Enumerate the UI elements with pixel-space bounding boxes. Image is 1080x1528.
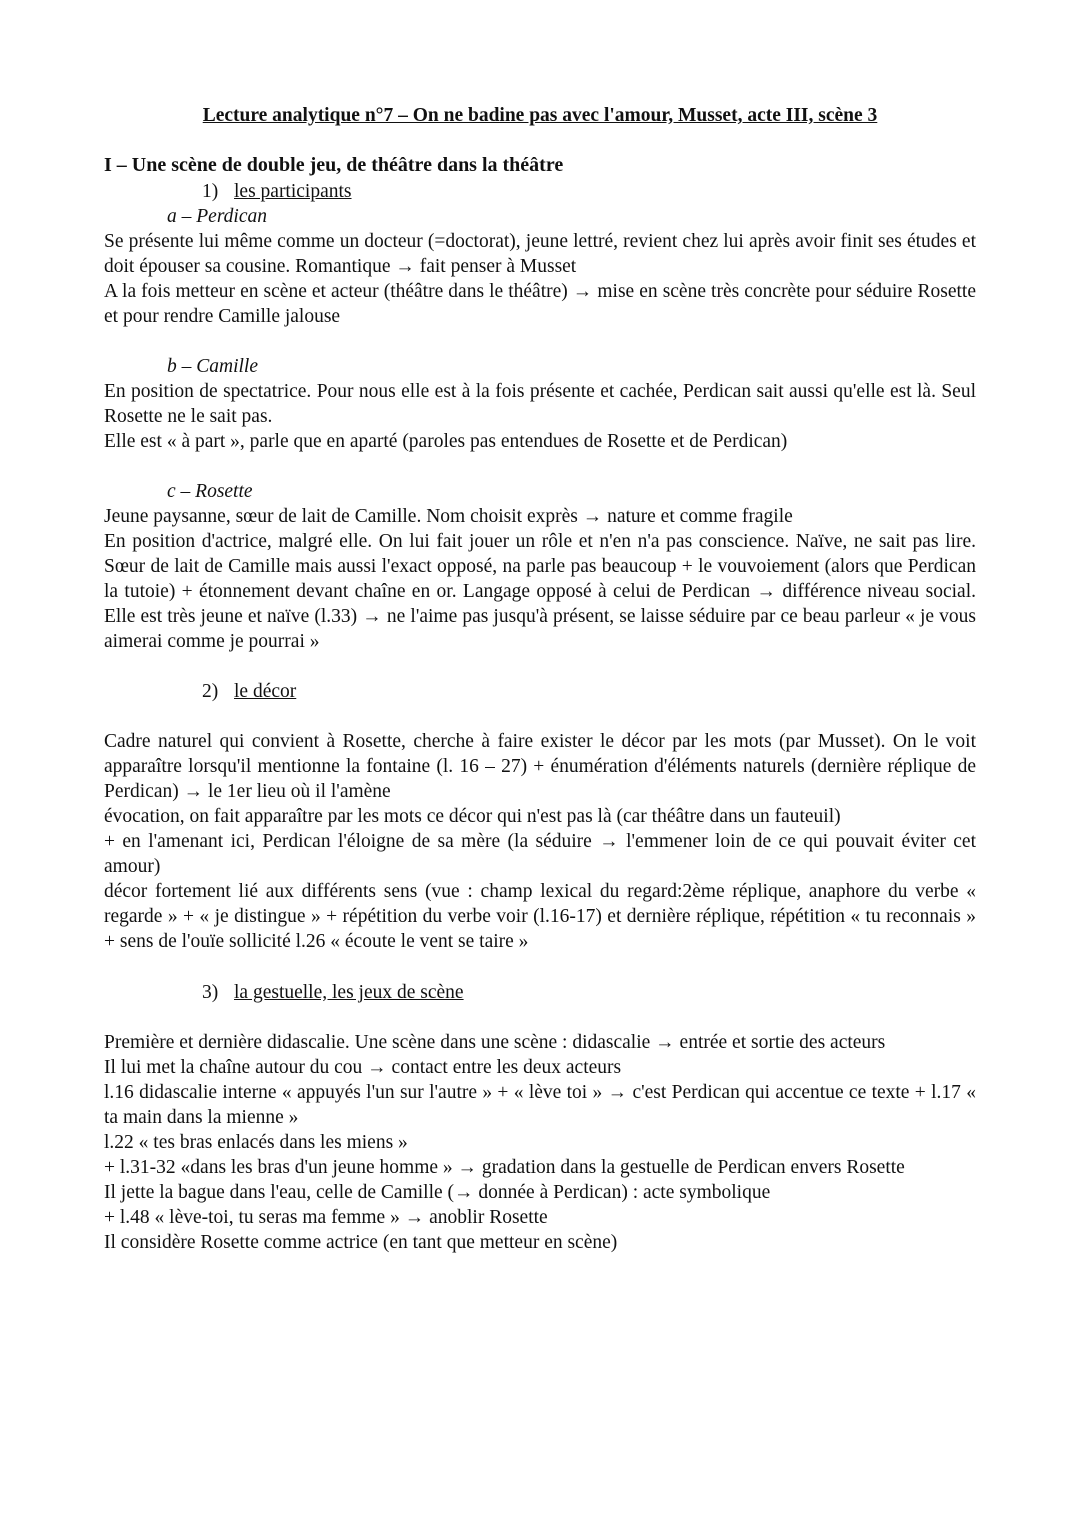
subheading-rosette: c – Rosette bbox=[167, 481, 253, 502]
text-line: l.16 didascalie interne « appuyés l'un sur l'autre » + « lève toi » → c'est Perdican qui accentue ce texte + l.17 « ta main dans la mienne » bbox=[104, 1082, 976, 1128]
text-line: Il jette la bague dans l'eau, celle de Camille (→ donnée à Perdican) : acte symbolique bbox=[104, 1182, 771, 1203]
text-line: + l.48 « lève-toi, tu seras ma femme » → anoblir Rosette bbox=[104, 1207, 548, 1228]
subheading-camille: b – Camille bbox=[167, 356, 258, 377]
section-heading-participants bbox=[202, 179, 352, 204]
text-line: + l.31-32 «dans les bras d'un jeune homme » → gradation dans la gestuelle de Perdican envers Rosette bbox=[104, 1157, 905, 1178]
paragraph-perdican bbox=[104, 229, 976, 329]
paragraph-gestuelle bbox=[104, 1030, 976, 1255]
text-line: A la fois metteur en scène et acteur (théâtre dans le théâtre) → mise en scène très concrète pour séduire Rosette et pour rendre Camille jalouse bbox=[104, 281, 976, 327]
section-label: les participants bbox=[234, 181, 352, 202]
section-number: 3) bbox=[202, 982, 219, 1003]
text-line: Se présente lui même comme un docteur (=doctorat), jeune lettré, revient chez lui après avoir finit ses études et doit épouser sa cousine. Romantique → fait penser à Musset bbox=[104, 231, 976, 277]
section-label: la gestuelle, les jeux de scène bbox=[234, 982, 464, 1003]
document-title: Lecture analytique n°7 – On ne badine pas avec l'amour, Musset, acte III, scène 3 bbox=[202, 105, 878, 126]
text-line: Il considère Rosette comme actrice (en tant que metteur en scène) bbox=[104, 1232, 618, 1253]
section-label: le décor bbox=[234, 681, 297, 702]
section-number: 1) bbox=[202, 181, 219, 202]
part-heading: I – Une scène de double jeu, de théâtre dans la théâtre bbox=[104, 154, 564, 176]
text-line: Il lui met la chaîne autour du cou → contact entre les deux acteurs bbox=[104, 1057, 622, 1078]
section-heading-decor bbox=[202, 679, 296, 704]
text-line: Jeune paysanne, sœur de lait de Camille. Nom choisit exprès → nature et comme fragile bbox=[104, 506, 793, 527]
subheading-perdican: a – Perdican bbox=[167, 206, 268, 227]
paragraph-rosette bbox=[104, 504, 976, 654]
section-number: 2) bbox=[202, 681, 219, 702]
text-line: Cadre naturel qui convient à Rosette, cherche à faire exister le décor par les mots (par Musset). On le voit apparaître lorsqu'il mentionne la fontaine (l. 16 – 27) + énumération d'éléments naturels (dernière réplique de Perdican) → le 1er lieu où il l'amène bbox=[104, 731, 976, 802]
text-line: En position d'actrice, malgré elle. On lui fait jouer un rôle et n'en n'a pas conscience. Naïve, ne sait pas lire. Sœur de lait de Camille mais aussi l'exact opposé, na parle pas beaucoup + le vouvoiement (alors que Perdican la tutoie) + étonnement devant chaîne en or. Langage opposé à celui de Perdican → différence niveau social. Elle est très jeune et naïve (l.33) → ne l'aime pas jusqu'à présent, se laisse séduire par ce beau parleur « je vous aimerai comme je pourrai » bbox=[104, 531, 976, 652]
text-line: l.22 « tes bras enlacés dans les miens » bbox=[104, 1132, 408, 1153]
text-line: évocation, on fait apparaître par les mots ce décor qui n'est pas là (car théâtre dans un fauteuil) bbox=[104, 806, 841, 827]
paragraph-decor bbox=[104, 729, 976, 954]
text-line: Elle est « à part », parle que en aparté (paroles pas entendues de Rosette et de Perdican) bbox=[104, 431, 788, 452]
text-line: En position de spectatrice. Pour nous elle est à la fois présente et cachée, Perdican sait aussi qu'elle est là. Seul Rosette ne le sait pas. bbox=[104, 381, 976, 427]
text-line: Première et dernière didascalie. Une scène dans une scène : didascalie → entrée et sortie des acteurs bbox=[104, 1032, 886, 1053]
section-heading-gestuelle bbox=[202, 980, 464, 1005]
text-line: + en l'amenant ici, Perdican l'éloigne de sa mère (la séduire → l'emmener loin de ce qui pouvait éviter cet amour) bbox=[104, 831, 976, 877]
text-line: décor fortement lié aux différents sens (vue : champ lexical du regard:2ème réplique, anaphore du verbe « regarde » + « je distingue » + répétition du verbe voir (l.16-17) et dernière réplique, répétition « tu reconnais » + sens de l'ouïe sollicité l.26 « écoute le vent se taire » bbox=[104, 881, 976, 952]
paragraph-camille bbox=[104, 379, 976, 454]
